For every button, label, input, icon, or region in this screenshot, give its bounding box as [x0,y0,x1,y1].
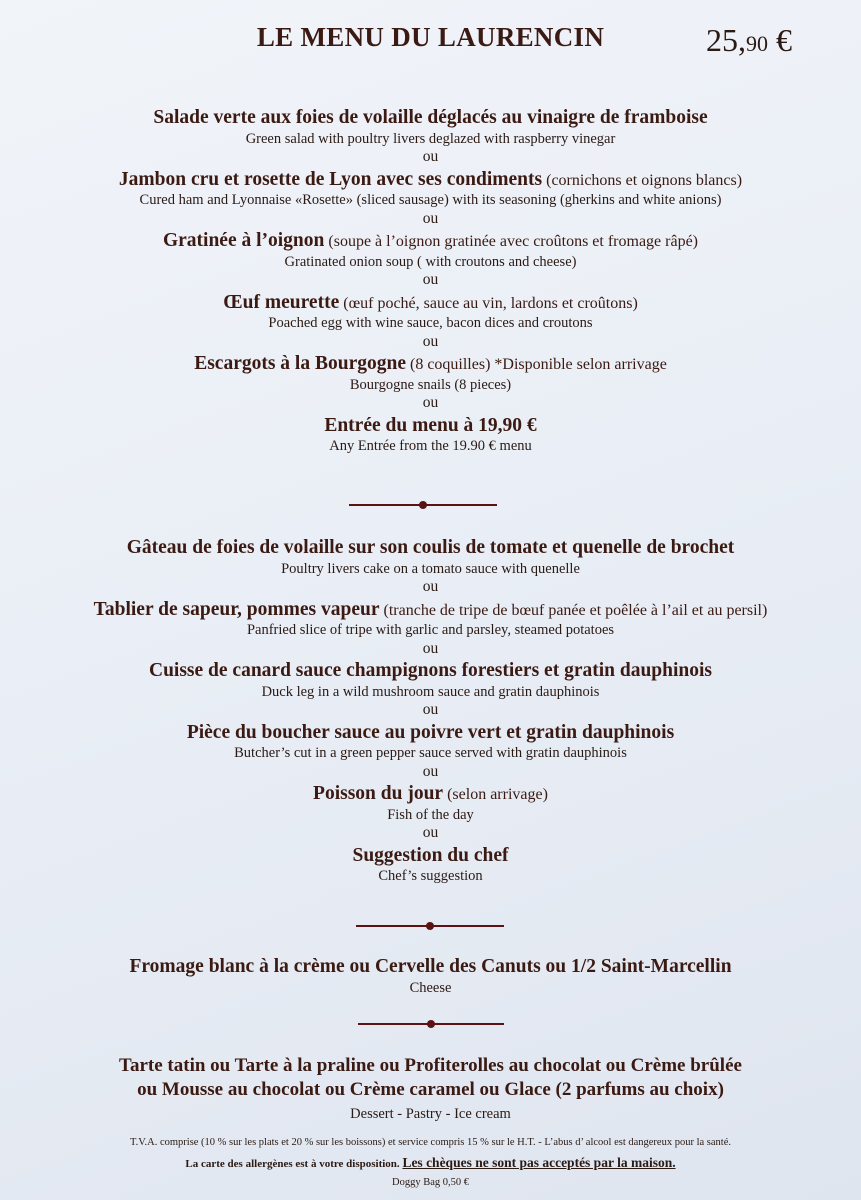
section-divider [349,504,497,506]
dish-name-fr: Salade verte aux foies de volaille déglacés au vinaigre de framboise [153,107,708,128]
menu-title: LE MENU DU LAURENCIN [256,22,605,52]
or-separator: ou [422,824,439,841]
dish-name-fr: Gâteau de foies de volaille sur son coulis de tomate et quenelle de brochet [126,537,735,558]
doggy-bag-notice: Doggy Bag 0,50 € [392,1177,469,1188]
dish-name-en: Duck leg in a wild mushroom sauce and gratin dauphinois [261,683,600,700]
desserts-section [0,1054,861,1123]
allergen-notice [0,1155,861,1171]
dish-name-en: Green salad with poultry livers deglazed with raspberry vinegar [245,130,616,147]
price-currency: € [768,22,792,58]
entree-item [0,170,861,227]
price-main: 25, [706,22,746,58]
dish-name-fr: Entrée du menu à 19,90 € [324,414,537,436]
desserts-en: Dessert - Pastry - Ice cream [350,1105,511,1122]
or-separator: ou [422,209,439,227]
dish-name-en: Any Entrée from the 19.90 € menu [329,438,532,454]
or-separator: ou [422,271,439,288]
desserts-line-2: ou Mousse au chocolat ou Crème caramel ou Glace (2 parfums au choix) [137,1078,724,1100]
entree-item [0,293,861,350]
dish-name-fr: Œuf meurette (œuf poché, sauce au vin, lardons et croûtons) [223,291,638,313]
dish-name-fr: Poisson du jour (selon arrivage) [313,783,548,804]
dish-name-en: Butcher’s cut in a green pepper sauce served with gratin dauphinois [234,745,627,761]
dish-name-en: Poached egg with wine sauce, bacon dices and croutons [268,315,593,331]
section-divider [356,925,504,927]
divider-dot [419,501,427,509]
allergen-text: La carte des allergènes est à votre disposition. [185,1158,403,1170]
plat-item [0,723,861,780]
entree-item [0,354,861,411]
dish-name-fr: Suggestion du chef [352,844,509,866]
or-separator: ou [422,762,439,780]
plat-item [0,538,861,595]
or-separator: ou [422,394,439,411]
dish-name-fr: Cuisse de canard sauce champignons forestiers et gratin dauphinois [148,660,712,681]
or-separator: ou [422,332,439,350]
or-separator: ou [422,148,439,165]
divider-dot [427,1020,435,1028]
entrees-section [0,108,861,454]
dish-name-en: Bourgogne snails (8 pieces) [349,376,512,393]
dish-name-fr: Jambon cru et rosette de Lyon avec ses condiments (cornichons et oignons blancs) [118,168,743,190]
dish-name-en: Cured ham and Lyonnaise «Rosette» (sliced sausage) with its seasoning (gherkins and white anions) [139,192,722,208]
entree-item [0,416,861,454]
dish-name-fr: Fromage blanc à la crème ou Cervelle des Canuts ou 1/2 Saint-Marcellin [129,956,732,977]
tva-notice: T.V.A. comprise (10 % sur les plats et 20 % sur les boissons) et service compris 15 % sur le H.T. - L’abus d’ alcool est dangereux pour la santé. [130,1137,731,1148]
divider-dot [426,922,434,930]
menu-footer [0,1137,861,1188]
plats-section [0,538,861,884]
entree-item [0,108,861,165]
price-cents: 90 [746,31,768,56]
menu-price [706,22,792,59]
plat-item [0,784,861,841]
dish-name-en: Chef’s suggestion [378,868,483,884]
dish-name-en: Gratinated onion soup ( with croutons and cheese) [284,253,577,270]
plat-item [0,661,861,718]
dish-name-fr: Tablier de sapeur, pommes vapeur (tranche de tripe de bœuf panée et poêlée à l’ail et au persil) [93,598,768,620]
cheques-notice: Les chèques ne sont pas acceptés par la maison. [402,1155,676,1170]
or-separator: ou [422,639,439,657]
or-separator: ou [422,701,439,718]
fromage-item [0,957,861,995]
section-divider [358,1023,504,1025]
dish-name-fr: Escargots à la Bourgogne (8 coquilles) *Disponible selon arrivage [194,353,667,374]
dish-name-en: Poultry livers cake on a tomato sauce with quenelle [281,560,580,577]
dish-name-fr: Pièce du boucher sauce au poivre vert et gratin dauphinois [186,721,675,743]
plat-item [0,600,861,657]
entree-item [0,231,861,288]
dish-name-en: Panfried slice of tripe with garlic and parsley, steamed potatoes [246,622,615,638]
dish-name-en: Cheese [409,979,452,996]
plat-item [0,846,861,884]
dish-name-en: Fish of the day [387,806,474,823]
fromage-section [0,957,861,995]
desserts-line-1: Tarte tatin ou Tarte à la praline ou Profiterolles au chocolat ou Crème brûlée [119,1055,742,1076]
or-separator: ou [422,578,439,595]
dish-name-fr: Gratinée à l’oignon (soupe à l’oignon gratinée avec croûtons et fromage râpé) [162,230,699,251]
